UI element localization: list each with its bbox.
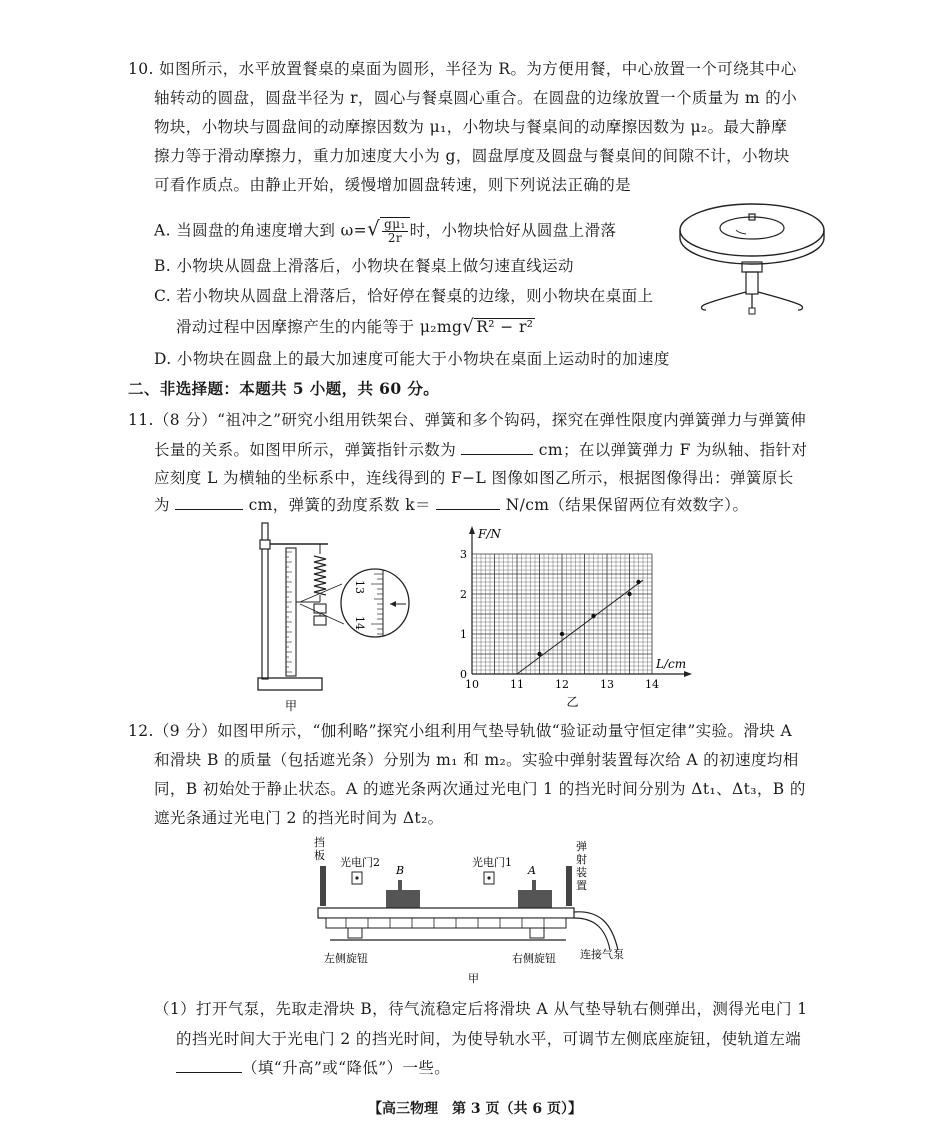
q11-line-2: [154, 439, 807, 461]
magnifier-guide-bottom: [300, 604, 344, 624]
data-point: [636, 580, 640, 584]
table-foot: [749, 308, 755, 314]
slider-a-flag: [532, 880, 536, 890]
data-point: [627, 592, 631, 596]
slider-b-flag: [398, 880, 402, 890]
q10-option-c-line-1: C. 若小物块从圆盘上滑落后，恰好停在餐桌的边缘，则小物块在桌面上: [154, 287, 654, 305]
launcher-label-3: 装: [576, 866, 587, 879]
q12-line-2: 和滑块 B 的质量（包括遮光条）分别为 m₁ 和 m₂。实验中弹射装置每次给 A 的初速度均相: [154, 751, 799, 769]
q10-option-d: D. 小物块在圆盘上的最大加速度可能大于小物块在桌面上运动时的加速度: [154, 350, 670, 368]
table-leg-left: [702, 292, 747, 310]
right-knob: [530, 928, 544, 938]
x-tick-label: 10: [465, 678, 479, 691]
q12-line-3: 同，B 初始处于静止状态。A 的遮光条两次通过光电门 1 的挡光时间分别为 Δt₁、Δt₃，B 的: [154, 780, 806, 798]
spring-coil: [314, 556, 326, 595]
y-tick-label: 2: [460, 588, 467, 601]
slider-a: [518, 890, 552, 908]
air-track-caption: 甲: [468, 972, 479, 985]
magnifier-circle: [341, 569, 409, 637]
section-2-heading: 二、非选择题：本题共 5 小题，共 60 分。: [128, 379, 440, 398]
q10-line-2: 轴转动的圆盘，圆盘半径为 r，圆心与餐桌圆心重合。在圆盘的边缘放置一个质量为 m 的小: [154, 89, 798, 107]
q12-line-1: 12.（9 分）如图甲所示，“伽利略”探究小组利用气垫导轨做“验证动量守恒定律”实验。滑块 A: [128, 722, 793, 740]
launcher-label-2: 射: [576, 853, 587, 866]
scale-label-13: 13: [353, 580, 366, 594]
q12-sub1-line-3-text: （填“升高”或“降低”）一些。: [242, 1059, 451, 1077]
y-axis-label: F/N: [478, 527, 501, 541]
q10-option-a-num: gμ₁: [384, 217, 406, 231]
hook-weight-2: [314, 616, 326, 625]
q12-sub1-line-1: （1）打开气泵，先取走滑块 B，待气流稳定后将滑块 A 从气垫导轨右侧弹出，测得光电门 1: [154, 1000, 808, 1018]
y-axis-arrow: [469, 526, 475, 534]
answer-blank-k: [436, 495, 500, 510]
q10-line-1: 10. 如图所示，水平放置餐桌的桌面为圆形，半径为 R。为方便用餐，中心放置一个可绕其中心: [128, 60, 797, 78]
dining-table-figure: [676, 200, 828, 318]
rotation-arrow: [736, 230, 746, 234]
q10-option-c-line-2: 滑动过程中因摩擦产生的内能等于 μ₂mg√ R² − r²: [176, 316, 534, 337]
x-tick-label: 12: [555, 678, 569, 691]
spring-stand-figure: [250, 518, 430, 718]
air-track-figure: [300, 832, 660, 987]
q10-line-5: 可看作质点。由静止开始，缓慢增加圆盘转速，则下列说法正确的是: [154, 176, 632, 194]
table-leg-right: [758, 292, 803, 310]
slider-b: [386, 890, 420, 908]
x-tick-label: 13: [600, 678, 614, 691]
gate-2-label: 光电门2: [340, 856, 380, 869]
q10-line-4: 擦力等于滑动摩擦力，重力加速度大小为 g，圆盘厚度及圆盘与餐桌间的间隙不计，小物块: [154, 147, 790, 165]
block-a-label: A: [528, 864, 536, 877]
y-tick-labels: [460, 548, 467, 681]
baffle-label-1: 挡: [314, 836, 325, 849]
q12-sub1-line-2: 的挡光时间大于光电门 2 的挡光时间，为使导轨水平，可调节左侧底座旋钮，使轨道左端: [176, 1030, 802, 1048]
air-hose-outer: [574, 912, 618, 950]
q10-line-3: 物块，小物块与圆盘间的动摩擦因数为 μ₁，小物块与餐桌间的动摩擦因数为 μ₂。最大静摩: [154, 118, 788, 136]
x-tick-labels: [465, 678, 659, 691]
y-tick-label: 3: [460, 548, 467, 561]
table-top-ellipse: [680, 204, 824, 256]
figure-jia-caption: 甲: [285, 699, 298, 713]
launcher-label-1: 弹: [576, 840, 587, 853]
gate-2-sensor: [355, 876, 358, 879]
right-knob-label: 右侧旋钮: [512, 952, 556, 965]
q11-line-4-a: 为: [154, 496, 170, 514]
magnifier-guide-top: [300, 584, 342, 602]
scale-label-14: 14: [353, 616, 366, 630]
gate-1-label: 光电门1: [472, 856, 512, 869]
baffle: [320, 866, 326, 906]
fl-graph: [446, 524, 696, 714]
q10-option-c-pre: 滑动过程中因摩擦产生的内能等于 μ₂mg: [176, 318, 463, 336]
q10-option-a-den: 2r: [387, 231, 402, 245]
ruler-ticks: [286, 552, 292, 672]
q10-option-a-post: 时，小物块恰好从圆盘上滑落: [409, 221, 617, 240]
figure-yi-caption: 乙: [566, 695, 579, 709]
y-tick-label: 0: [460, 668, 467, 681]
page-footer: 【高三物理 第 3 页（共 6 页）】: [368, 1101, 582, 1117]
gate-1-sensor: [487, 876, 490, 879]
table-pillar: [746, 272, 758, 294]
baffle-label-2: 板: [314, 849, 325, 862]
block-b-label: B: [396, 864, 405, 877]
answer-blank-adjust: [176, 1058, 242, 1073]
x-axis-arrow: [684, 671, 692, 677]
q11-line-3: 应刻度 L 为横轴的坐标系中，连线得到的 F−L 图像如图乙所示，根据图像得出：弹簧原长: [154, 469, 794, 487]
x-tick-label: 11: [510, 678, 524, 691]
q10-option-a: A. 当圆盘的角速度增大到 ω=√ $\frac{\text{gμ₁}}{2r}$ 时，小物块恰好从圆盘上滑落: [154, 216, 617, 245]
chart-grid: [472, 554, 652, 674]
q10-option-b: B. 小物块从圆盘上滑落后，小物块在餐桌上做匀速直线运动: [154, 257, 574, 275]
q12-sub1-line-3: [176, 1057, 450, 1079]
launcher-label-4: 置: [576, 879, 587, 892]
y-tick-label: 1: [460, 628, 467, 641]
left-knob: [348, 928, 362, 938]
q11-line-2-a: 长量的关系。如图甲所示，弹簧指针示数为: [154, 441, 457, 459]
answer-blank-pointer: [461, 440, 533, 455]
x-tick-label: 14: [645, 678, 659, 691]
q11-line-2-b: cm；在以弹簧弹力 F 为纵轴、指针对: [538, 441, 808, 459]
x-axis-label: L/cm: [656, 657, 687, 671]
pump-label: 连接气泵: [580, 948, 624, 961]
table-edge: [680, 230, 824, 264]
q10-option-a-pre: A. 当圆盘的角速度增大到 ω=: [154, 221, 368, 240]
q12-line-4: 遮光条通过光电门 2 的挡光时间为 Δt₂。: [154, 809, 444, 827]
data-point: [560, 632, 564, 636]
q11-line-1: 11.（8 分）“祖冲之”研究小组用铁架台、弹簧和多个钩码，探究在弹性限度内弹簧弹力与弹簧伸: [128, 411, 807, 429]
data-point: [537, 652, 541, 656]
track-rail: [326, 918, 566, 928]
launcher-plate: [566, 866, 572, 906]
q10-option-c-radicand: R² − r²: [476, 318, 534, 336]
stand-clamp: [260, 540, 270, 549]
answer-blank-length: [175, 495, 243, 510]
q11-line-4: [154, 494, 748, 516]
left-knob-label: 左侧旋钮: [324, 952, 368, 965]
air-hose-inner: [574, 918, 610, 950]
data-point: [591, 614, 595, 618]
track-top: [318, 908, 574, 918]
stand-base: [258, 678, 322, 690]
q11-line-4-b: cm，弹簧的劲度系数 k＝: [248, 496, 431, 514]
q11-line-4-c: N/cm（结果保留两位有效数字）。: [505, 496, 749, 514]
